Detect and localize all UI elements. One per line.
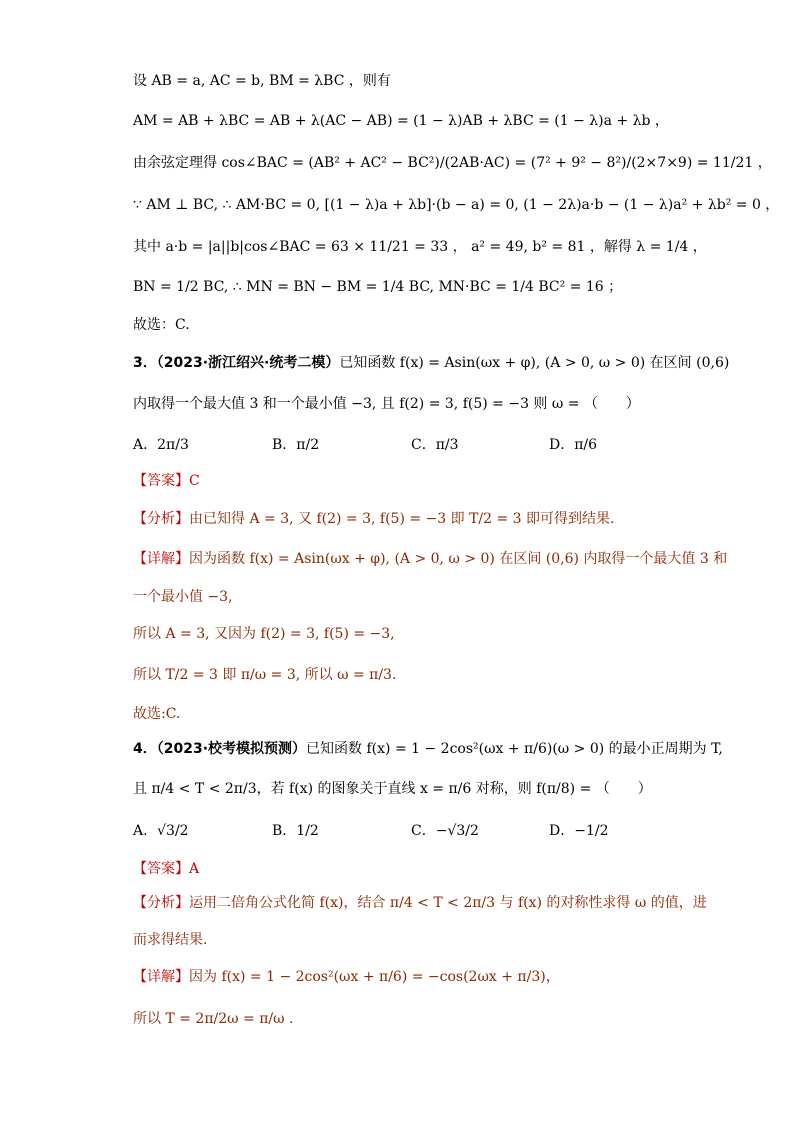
q3-answer-value: C [189,473,200,489]
q3-option-d-label: D． [549,437,575,453]
q3-stem-line-2: 内取得一个最大值 3 和一个最小值 −3, 且 f(2) = 3, f(5) = −3 则 ω = （ ） [133,396,640,412]
q3-option-d [549,434,597,454]
q4-option-a [133,820,189,840]
q4-analysis-line-2: 而求得结果. [133,932,208,948]
q3-detail-line-3: 所以 A = 3, 又因为 f(2) = 3, f(5) = −3, [133,626,395,642]
q4-option-c-value: −√3/2 [435,823,479,839]
q4-detail-line-1 [133,966,560,988]
q3-stem-text-1: 已知函数 f(x) = Asin(ωx + φ), (A > 0, ω > 0) 在区间 (0,6) [339,355,730,371]
q4-stem-line-2: 且 π/4 < T < 2π/3，若 f(x) 的图象关于直线 x = π/6 对称，则 f(π/8) = （ ） [133,781,652,797]
q4-detail-tag: 【详解】 [133,969,189,985]
q3-detail-line-4: 所以 T/2 = 3 即 π/ω = 3, 所以 ω = π/3. [133,667,397,683]
q3-option-b-value: π/2 [296,437,320,453]
q3-analysis [133,508,614,530]
q3-conclusion: 故选:C. [133,706,181,722]
q3-number: 3． [133,355,157,371]
q4-answer [133,858,199,880]
q4-source: （2023·校考模拟预测） [156,741,307,757]
solution-line-2: AM = AB + λBC = AB + λ(AC − AB) = (1 − λ)AB + λBC = (1 − λ)a + λb ， [133,113,669,129]
q4-answer-tag: 【答案】 [133,861,189,877]
solution-line-6: BN = 1/2 BC, ∴ MN = BN − BM = 1/4 BC, MN·BC = 1/4 BC² = 16 ； [133,279,623,295]
q4-option-b-value: 1/2 [296,823,319,839]
q3-source: （2023·浙江绍兴·统考二模） [156,355,340,371]
q3-stem-line-1 [133,352,729,374]
solution-line-3: 由余弦定理得 cos∠BAC = (AB² + AC² − BC²)/(2AB·AC) = (7² + 9² − 8²)/(2×7×9) = 11/21 ， [133,155,772,171]
q3-option-a [133,434,189,454]
q4-option-d-value: −1/2 [574,823,609,839]
q4-analysis-tag: 【分析】 [133,895,189,911]
q4-analysis-line-1 [133,892,707,914]
q4-detail-line-2: 所以 T = 2π/2ω = π/ω . [133,1011,294,1027]
q3-analysis-tag: 【分析】 [133,511,189,527]
q3-analysis-text: 由已知得 A = 3, 又 f(2) = 3, f(5) = −3 即 T/2 = 3 即可得到结果. [189,511,615,527]
q3-option-b [272,434,319,454]
q3-answer-tag: 【答案】 [133,473,189,489]
solution-line-1: 设 AB = a, AC = b, BM = λBC ，则有 [133,73,391,89]
q4-answer-value: A [189,861,200,877]
q4-detail-text-1: 因为 f(x) = 1 − 2cos²(ωx + π/6) = −cos(2ωx + π/3)， [189,969,560,985]
q3-option-b-label: B． [272,437,297,453]
q3-detail-line-2: 一个最小值 −3, [133,589,233,605]
solution-line-5: 其中 a·b = |a||b|cos∠BAC = 63 × 11/21 = 33 ， a² = 49, b² = 81 ，解得 λ = 1/4 ， [133,239,707,255]
q3-detail-text-1: 因为函数 f(x) = Asin(ωx + φ), (A > 0, ω > 0) 在区间 (0,6) 内取得一个最大值 3 和 [189,551,728,567]
q3-detail-line-1 [133,548,727,570]
q4-option-c [411,820,479,840]
q4-analysis-text-1: 运用二倍角公式化简 f(x)，结合 π/4 < T < 2π/3 与 f(x) 的对称性求得 ω 的值，进 [189,895,707,911]
q4-option-d-label: D． [549,823,575,839]
q4-option-d [549,820,609,840]
q4-number: 4． [133,741,157,757]
q4-option-c-label: C． [411,823,436,839]
q4-option-a-label: A． [133,823,158,839]
q4-option-b-label: B． [272,823,297,839]
q3-option-a-label: A． [133,437,158,453]
q4-option-a-value: √3/2 [157,823,189,839]
q3-option-c-value: π/3 [435,437,459,453]
q4-option-b [272,820,319,840]
q4-stem-line-1 [133,738,723,760]
q3-option-a-value: 2π/3 [157,437,189,453]
solution-conclusion: 故选：C. [133,317,190,333]
q3-answer [133,470,200,492]
q3-detail-tag: 【详解】 [133,551,189,567]
q3-option-c [411,434,459,454]
q4-stem-text-1: 已知函数 f(x) = 1 − 2cos²(ωx + π/6)(ω > 0) 的最小正周期为 T, [306,741,723,757]
q3-option-c-label: C． [411,437,436,453]
solution-line-4: ∵ AM ⊥ BC, ∴ AM·BC = 0, [(1 − λ)a + λb]·(b − a) = 0, (1 − 2λ)a·b − (1 − λ)a² + λb² = 0 ， [133,197,780,213]
q3-option-d-value: π/6 [574,437,598,453]
